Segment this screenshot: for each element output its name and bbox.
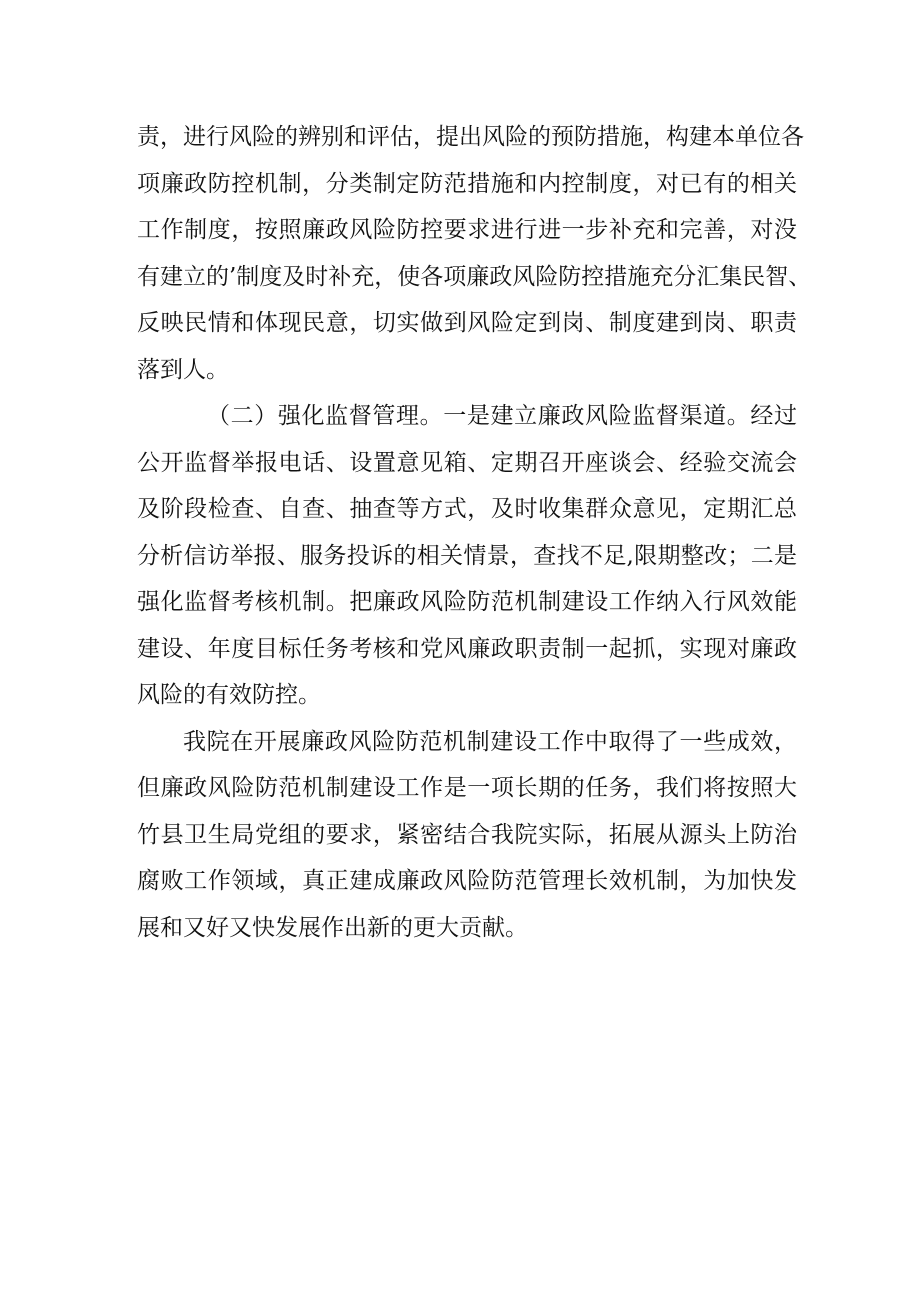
text-line: 竹县卫生局党组的要求，紧密结合我院实际，拓展从源头上防治 <box>137 821 797 848</box>
text-line: 风险的有效防控。 <box>137 682 321 708</box>
text-line: （二）强化监督管理。一是建立廉政风险监督渠道。经过 <box>207 403 797 429</box>
text-line: 有建立的’制度及时补充，使各项廉政风险防控措施充分汇集民智、 <box>137 263 812 290</box>
text-line: 工作制度，按照廉政风险防控要求进行进一步补充和完善，对没 <box>137 217 797 243</box>
text-line: 落到人。 <box>137 356 229 383</box>
text-line: 公开监督举报电话、设置意见箱、定期召开座谈会、经验交流会 <box>137 449 797 476</box>
text-line: 但廉政风险防范机制建设工作是一项长期的任务，我们将按照大 <box>137 775 797 801</box>
text-line: 反映民情和体现民意，切实做到风险定到岗、制度建到岗、职责 <box>137 310 797 336</box>
document-body <box>137 114 812 951</box>
text-line: 责，进行风险的辨别和评估，提出风险的预防措施，构建本单位各 <box>137 124 804 150</box>
text-line: 分析信访举报、服务投诉的相关情景，查找不足,限期整改；二是 <box>137 542 797 569</box>
paragraph-risk-identification <box>137 114 812 393</box>
text-line: 腐败工作领域，真正建成廉政风险防范管理长效机制，为加快发 <box>137 868 797 894</box>
text-line: 我院在开展廉政风险防范机制建设工作中取得了一些成效， <box>183 728 797 755</box>
paragraph-supervision <box>137 393 797 719</box>
text-line: 展和又好又快发展作出新的更大贡献。 <box>137 914 528 941</box>
text-line: 及阶段检查、自查、抽查等方式，及时收集群众意见，定期汇总 <box>137 496 797 522</box>
text-line: 强化监督考核机制。把廉政风险防范机制建设工作纳入行风效能 <box>137 589 797 615</box>
text-line: 建设、年度目标任务考核和党风廉政职责制一起抓，实现对廉政 <box>137 635 797 662</box>
text-line: 项廉政防控机制，分类制定防范措施和内控制度，对已有的相关 <box>137 170 797 197</box>
paragraph-conclusion <box>137 719 797 952</box>
